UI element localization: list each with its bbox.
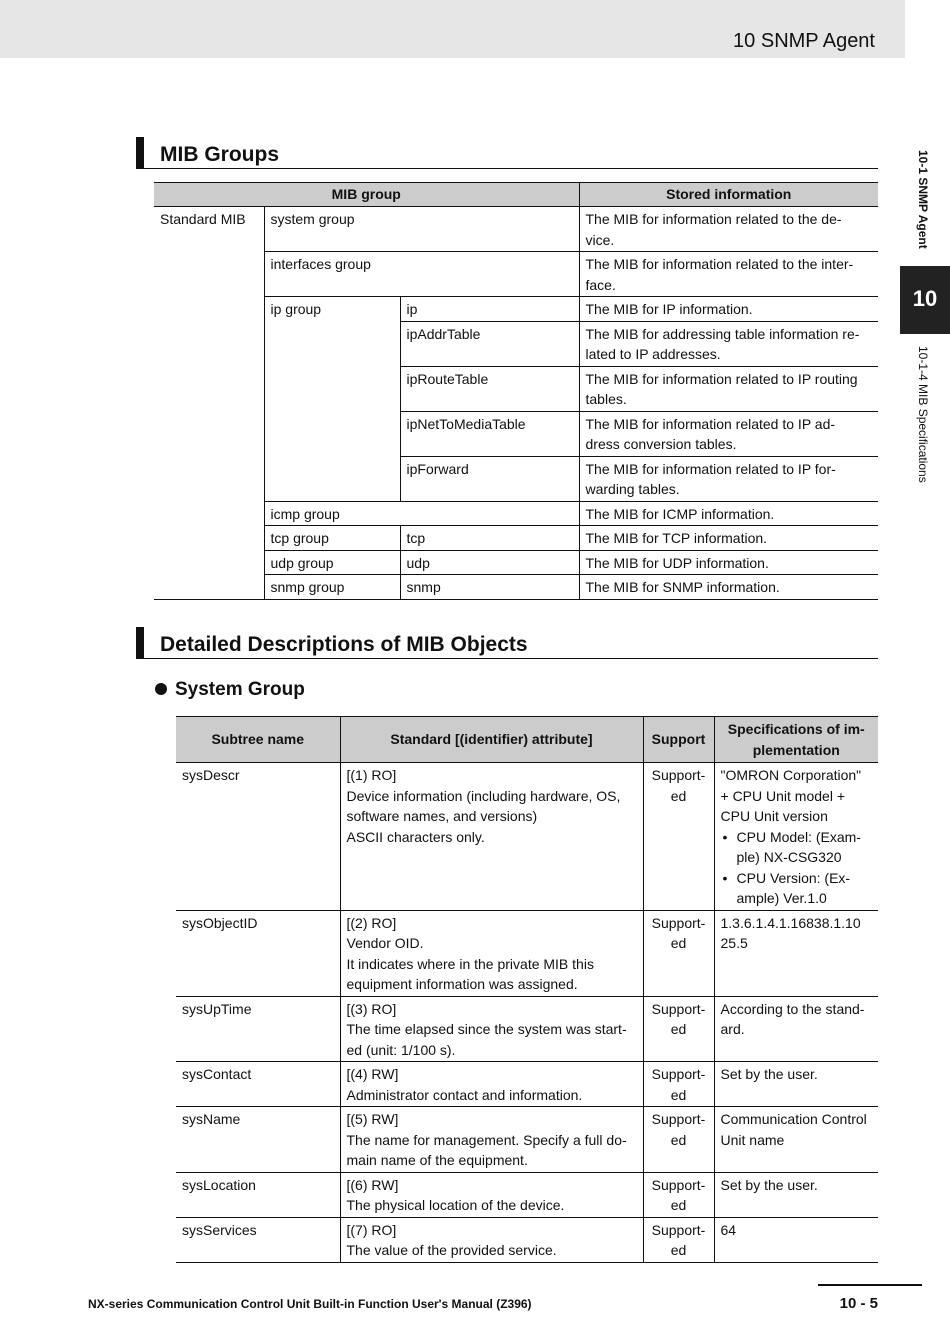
spec-bullet-item: • CPU Version: (Ex- ample) Ver.1.0 xyxy=(721,868,873,909)
detailed-heading xyxy=(136,627,878,659)
spec-text: "OMRON Corporation" + CPU Unit model + CPU Unit version xyxy=(720,767,862,824)
support-cell: Support- ed xyxy=(643,1172,714,1217)
mib-info-cell: The MIB for ICMP information. xyxy=(579,501,878,526)
spec-cell: 64 xyxy=(714,1217,878,1262)
mib-group-cell: udp group xyxy=(264,550,400,575)
standard-attribute-cell: [(2) RO] Vendor OID. It indicates where in the private MIB this equipment information was assigned. xyxy=(340,910,643,996)
subtree-name-header: Subtree name xyxy=(176,717,340,763)
mib-subgroup-cell: ipNetToMediaTable xyxy=(400,411,579,456)
subtree-name-cell: sysObjectID xyxy=(176,910,340,996)
mib-group-cell: system group xyxy=(264,207,579,252)
spec-cell: According to the stand- ard. xyxy=(714,996,878,1062)
mib-info-cell: The MIB for information related to IP ad- dress conversion tables. xyxy=(579,411,878,456)
standard-attribute-cell: [(3) RO] The time elapsed since the system was start- ed (unit: 1/100 s). xyxy=(340,996,643,1062)
standard-attribute-cell: [(5) RW] The name for management. Specify a full do- main name of the equipment. xyxy=(340,1107,643,1173)
footer-manual-title: NX-series Communication Control Unit Built-in Function User's Manual (Z396) xyxy=(88,1297,532,1311)
footer-rule xyxy=(818,1284,922,1286)
spec-header: Specifications of im- plementation xyxy=(714,717,878,763)
subtree-name-cell: sysUpTime xyxy=(176,996,340,1062)
mib-group-cell: icmp group xyxy=(264,501,579,526)
mib-subgroup-cell: tcp xyxy=(400,526,579,551)
mib-subgroup-cell: udp xyxy=(400,550,579,575)
standard-attribute-cell: [(1) RO] Device information (including hardware, OS, software names, and versions) ASCII characters only. xyxy=(340,763,643,911)
mib-info-cell: The MIB for SNMP information. xyxy=(579,575,878,600)
spec-bullet-item: • CPU Model: (Exam- ple) NX-CSG320 xyxy=(721,827,873,868)
mib-groups-table xyxy=(154,182,878,600)
mib-info-cell: The MIB for addressing table information re- lated to IP addresses. xyxy=(579,321,878,366)
system-group-heading xyxy=(155,679,305,701)
mib-info-cell: The MIB for TCP information. xyxy=(579,526,878,551)
support-cell: Support- ed xyxy=(643,1217,714,1262)
subtree-name-cell: sysDescr xyxy=(176,763,340,911)
support-cell: Support- ed xyxy=(643,910,714,996)
mib-groups-title: MIB Groups xyxy=(160,143,279,166)
support-cell: Support- ed xyxy=(643,996,714,1062)
mib-group-cell: tcp group xyxy=(264,526,400,551)
support-cell: Support- ed xyxy=(643,1107,714,1173)
mib-group-cell: snmp group xyxy=(264,575,400,600)
page-number: 10 - 5 xyxy=(839,1295,878,1312)
mib-group-header: MIB group xyxy=(154,183,579,207)
mib-group-cell: ip group xyxy=(264,297,400,502)
standard-mib-cell: Standard MIB xyxy=(160,211,246,227)
mib-info-cell: The MIB for information related to IP for- warding tables. xyxy=(579,456,878,501)
mib-info-cell: The MIB for UDP information. xyxy=(579,550,878,575)
spec-cell: Set by the user. xyxy=(714,1062,878,1107)
mib-subgroup-cell: ipRouteTable xyxy=(400,366,579,411)
mib-subgroup-cell: ip xyxy=(400,297,579,322)
bullet-icon xyxy=(155,683,167,695)
system-group-table xyxy=(176,716,878,1263)
standard-attribute-header: Standard [(identifier) attribute] xyxy=(340,717,643,763)
mib-groups-heading xyxy=(136,137,878,169)
spec-cell: 1.3.6.1.4.1.16838.1.10 25.5 xyxy=(714,910,878,996)
support-cell: Support- ed xyxy=(643,1062,714,1107)
mib-info-cell: The MIB for information related to the inter- face. xyxy=(579,252,878,297)
system-group-title: System Group xyxy=(175,679,305,700)
mib-info-cell: The MIB for IP information. xyxy=(579,297,878,322)
detailed-title: Detailed Descriptions of MIB Objects xyxy=(160,633,528,656)
subtree-name-cell: sysContact xyxy=(176,1062,340,1107)
mib-subgroup-cell: ipForward xyxy=(400,456,579,501)
spec-cell xyxy=(714,763,878,911)
mib-subgroup-cell: snmp xyxy=(400,575,579,600)
support-cell: Support- ed xyxy=(643,763,714,911)
stored-info-header: Stored information xyxy=(579,183,878,207)
chapter-tab: 10 xyxy=(900,266,950,334)
support-header: Support xyxy=(643,717,714,763)
spec-cell: Communication Control Unit name xyxy=(714,1107,878,1173)
standard-attribute-cell: [(7) RO] The value of the provided service. xyxy=(340,1217,643,1262)
side-subsection-label: 10-1-4 MIB Specifications xyxy=(916,346,930,483)
spec-cell: Set by the user. xyxy=(714,1172,878,1217)
mib-info-cell: The MIB for information related to IP routing tables. xyxy=(579,366,878,411)
page-header-title: 10 SNMP Agent xyxy=(733,30,875,52)
side-section-label: 10-1 SNMP Agent xyxy=(916,150,930,249)
mib-subgroup-cell: ipAddrTable xyxy=(400,321,579,366)
standard-attribute-cell: [(4) RW] Administrator contact and information. xyxy=(340,1062,643,1107)
mib-group-cell: interfaces group xyxy=(264,252,579,297)
subtree-name-cell: sysName xyxy=(176,1107,340,1173)
subtree-name-cell: sysLocation xyxy=(176,1172,340,1217)
subtree-name-cell: sysServices xyxy=(176,1217,340,1262)
mib-info-cell: The MIB for information related to the de- vice. xyxy=(579,207,878,252)
standard-attribute-cell: [(6) RW] The physical location of the device. xyxy=(340,1172,643,1217)
